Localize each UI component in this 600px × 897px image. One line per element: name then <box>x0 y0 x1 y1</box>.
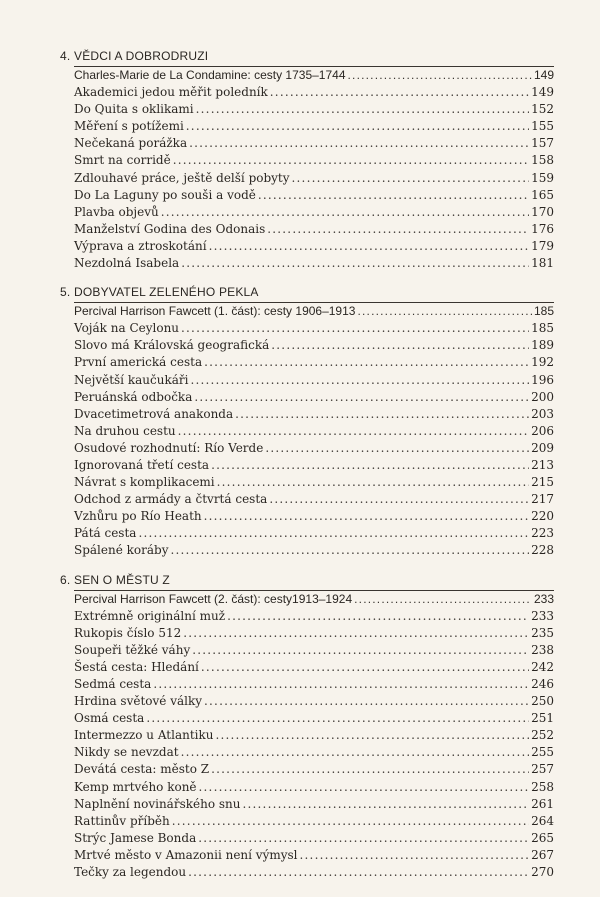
toc-entry[interactable] <box>74 796 554 813</box>
dot-leader <box>204 508 529 525</box>
dot-leader <box>209 238 530 255</box>
entry-title: Měření s potížemi <box>74 119 184 134</box>
toc-entry[interactable] <box>74 389 554 406</box>
page-number: 155 <box>531 119 554 134</box>
toc-entry[interactable] <box>74 423 554 440</box>
page-number: 165 <box>531 187 554 202</box>
page-number: 181 <box>531 256 554 271</box>
toc-entry[interactable] <box>74 440 554 457</box>
entry-title: Plavba objevů <box>74 204 159 219</box>
page-number: 200 <box>531 389 554 404</box>
toc-entry[interactable] <box>74 170 554 187</box>
dot-leader <box>235 406 529 423</box>
page-number: 250 <box>531 694 554 709</box>
entry-title: Výprava a ztroskotání <box>74 238 207 253</box>
toc-entry[interactable] <box>74 813 554 830</box>
page-number: 206 <box>531 423 554 438</box>
toc-entry[interactable] <box>74 525 554 542</box>
toc-entry[interactable] <box>74 187 554 204</box>
dot-leader <box>270 84 529 101</box>
entry-title: Percival Harrison Fawcett (1. část): cesty 1906–1913 <box>74 304 356 319</box>
toc-entry[interactable] <box>74 238 554 255</box>
dot-leader <box>265 440 529 457</box>
toc-entry[interactable] <box>74 337 554 354</box>
chapter-heading <box>60 283 554 302</box>
page-number: 213 <box>531 457 554 472</box>
dot-leader <box>269 491 529 508</box>
dot-leader <box>172 813 529 830</box>
entry-title: Manželství Godina des Odonais <box>74 221 266 236</box>
page-number: 267 <box>531 847 554 862</box>
dot-leader <box>300 847 530 864</box>
toc-entry[interactable] <box>74 744 554 761</box>
entry-title: Extrémně originální muž <box>74 608 226 623</box>
entry-title: Odchod z armády a čtvrtá cesta <box>74 492 268 507</box>
toc-entry[interactable] <box>74 659 554 676</box>
chapter-number: 4. <box>60 49 71 63</box>
page-number: 255 <box>531 745 554 760</box>
entry-title: Intermezzo u Atlantiku <box>74 728 214 743</box>
chapter-subject-row[interactable] <box>74 302 554 320</box>
toc-entry[interactable] <box>74 491 554 508</box>
dot-leader <box>194 389 529 406</box>
dot-leader <box>183 625 529 642</box>
page-number: 270 <box>531 865 554 880</box>
dot-leader <box>258 187 529 204</box>
page-number: 238 <box>531 642 554 657</box>
dot-leader <box>348 67 532 84</box>
chapter-title: DOBYVATEL ZELENÉHO PEKLA <box>74 285 259 300</box>
toc-entry[interactable] <box>74 372 554 389</box>
dot-leader <box>271 337 529 354</box>
dot-leader <box>204 693 529 710</box>
dot-leader <box>192 642 529 659</box>
entry-title: Percival Harrison Fawcett (2. část): cesty1913–1924 <box>74 591 353 606</box>
page-number: 176 <box>531 221 554 236</box>
toc-entry[interactable] <box>74 676 554 693</box>
page-number: 192 <box>531 355 554 370</box>
toc-entry[interactable] <box>74 221 554 238</box>
page-number: 223 <box>531 526 554 541</box>
dot-leader <box>190 372 529 389</box>
page-number: 185 <box>533 304 554 319</box>
dot-leader <box>354 591 532 608</box>
entry-title: Zdlouhavé práce, ještě delší pobyty <box>74 170 290 185</box>
page-number: 179 <box>531 238 554 253</box>
page-number: 152 <box>531 102 554 117</box>
dot-leader <box>243 796 530 813</box>
toc-entry[interactable] <box>74 354 554 371</box>
entry-title: Naplnění novinářského snu <box>74 796 241 811</box>
dot-leader <box>211 457 529 474</box>
page-number: 170 <box>531 204 554 219</box>
entry-title: Osudové rozhodnutí: Río Verde <box>74 440 264 455</box>
entry-title: Rukopis číslo 512 <box>74 625 182 640</box>
page-number: 215 <box>531 475 554 490</box>
entry-title: Nikdy se nevzdat <box>74 745 179 760</box>
entry-title: Pátá cesta <box>74 526 137 541</box>
chapter-subject-row[interactable] <box>74 66 554 84</box>
toc-entry[interactable] <box>74 406 554 423</box>
entry-title: Nezdolná Isabela <box>74 256 180 271</box>
toc-entry[interactable] <box>74 474 554 491</box>
entry-title: Spálené koráby <box>74 543 169 558</box>
entry-title: Kemp mrtvého koně <box>74 779 197 794</box>
dot-leader <box>216 727 530 744</box>
page-number: 209 <box>531 440 554 455</box>
entry-title: Strýc Jamese Bonda <box>74 830 197 845</box>
toc-entry[interactable] <box>74 710 554 727</box>
toc-entry[interactable] <box>74 508 554 525</box>
entry-title: Do Quita s oklikami <box>74 102 194 117</box>
toc-entry[interactable] <box>74 779 554 796</box>
dot-leader <box>204 354 529 371</box>
toc-entry[interactable] <box>74 255 554 272</box>
dot-leader <box>181 255 529 272</box>
entry-title: Největší kaučukáři <box>74 372 189 387</box>
dot-leader <box>178 423 529 440</box>
entry-title: Do La Laguny po souši a vodě <box>74 187 256 202</box>
dot-leader <box>217 474 529 491</box>
entry-title: Smrt na corridě <box>74 153 171 168</box>
entry-title: Slovo má Královská geografická <box>74 338 270 353</box>
dot-leader <box>153 676 529 693</box>
entry-title: Peruánská odbočka <box>74 389 193 404</box>
page-number: 189 <box>531 338 554 353</box>
entry-title: Hrdina světové války <box>74 694 203 709</box>
entry-title: Návrat s komplikacemi <box>74 475 215 490</box>
dot-leader <box>188 864 529 881</box>
chapter-heading <box>60 571 554 590</box>
dot-leader <box>211 761 529 778</box>
page-number: 264 <box>531 813 554 828</box>
toc-entry[interactable] <box>74 118 554 135</box>
toc-entry[interactable] <box>74 693 554 710</box>
toc-entry[interactable] <box>74 830 554 847</box>
dot-leader <box>227 608 529 625</box>
page-number: 220 <box>531 509 554 524</box>
page-number: 149 <box>533 68 554 82</box>
entry-title: Charles-Marie de La Condamine: cesty 1735–1744 <box>74 68 346 82</box>
page-number: 233 <box>531 608 554 623</box>
entry-title: Akademici jedou měřit poledník <box>74 85 268 100</box>
dot-leader <box>138 525 529 542</box>
entry-title: Vzhůru po Río Heath <box>74 509 202 524</box>
page-number: 235 <box>531 625 554 640</box>
dot-leader <box>201 659 529 676</box>
toc-entry[interactable] <box>74 625 554 642</box>
page-number: 196 <box>531 372 554 387</box>
dot-leader <box>171 542 530 559</box>
toc-entry[interactable] <box>74 847 554 864</box>
page-number: 242 <box>531 659 554 674</box>
toc-entry[interactable] <box>74 101 554 118</box>
dot-leader <box>189 135 529 152</box>
chapter-title: VĚDCI A DOBRODRUZI <box>74 49 209 63</box>
entry-title: Voják na Ceylonu <box>74 321 180 336</box>
toc-entry[interactable] <box>74 864 554 881</box>
toc-entry[interactable] <box>74 642 554 659</box>
entry-title: Tečky za legendou <box>74 865 187 880</box>
entry-title: Rattinův příběh <box>74 813 170 828</box>
table-of-contents <box>60 47 554 892</box>
chapter-section <box>60 283 554 559</box>
toc-entry[interactable] <box>74 320 554 337</box>
page-number: 217 <box>531 492 554 507</box>
toc-entry[interactable] <box>74 542 554 559</box>
dot-leader <box>173 152 529 169</box>
page-number: 257 <box>531 762 554 777</box>
chapter-section <box>60 571 554 882</box>
dot-leader <box>199 779 530 796</box>
dot-leader <box>196 101 529 118</box>
chapter-title: SEN O MĚSTU Z <box>74 572 170 587</box>
toc-entry[interactable] <box>74 152 554 169</box>
page-number: 158 <box>531 153 554 168</box>
page-number: 228 <box>531 543 554 558</box>
page-number: 203 <box>531 406 554 421</box>
toc-entry[interactable] <box>74 84 554 101</box>
entry-title: První americká cesta <box>74 355 203 370</box>
chapter-section <box>60 47 554 272</box>
dot-leader <box>181 320 529 337</box>
toc-entry[interactable] <box>74 457 554 474</box>
toc-entry[interactable] <box>74 761 554 778</box>
page-number: 185 <box>531 321 554 336</box>
dot-leader <box>146 710 529 727</box>
entry-title: Na druhou cestu <box>74 423 176 438</box>
page-number: 159 <box>531 170 554 185</box>
dot-leader <box>186 118 529 135</box>
dot-leader <box>181 744 530 761</box>
page-number: 246 <box>531 677 554 691</box>
dot-leader <box>267 221 529 238</box>
dot-leader <box>292 170 530 187</box>
toc-entry[interactable] <box>74 135 554 152</box>
toc-entry[interactable] <box>74 608 554 625</box>
chapter-subject-row[interactable] <box>74 590 554 608</box>
page-number: 252 <box>531 728 554 743</box>
dot-leader <box>357 303 532 320</box>
page-number: 149 <box>531 85 554 100</box>
entry-title: Dvacetimetrová anakonda <box>74 406 234 421</box>
page-number: 251 <box>531 711 554 726</box>
chapter-heading <box>60 47 554 66</box>
entry-title: Osmá cesta <box>74 711 145 726</box>
entry-title: Ignorovaná třetí cesta <box>74 457 210 472</box>
toc-entry[interactable] <box>74 727 554 744</box>
dot-leader <box>161 204 529 221</box>
page-number: 157 <box>531 136 554 151</box>
entry-title: Šestá cesta: Hledání <box>74 659 199 674</box>
entry-title: Soupeři těžké váhy <box>74 642 191 657</box>
page-number: 265 <box>531 830 554 845</box>
entry-title: Sedmá cesta <box>74 677 152 691</box>
entry-title: Nečekaná porážka <box>74 136 188 151</box>
chapter-number: 5. <box>60 285 71 300</box>
entry-title: Devátá cesta: město Z <box>74 762 210 777</box>
toc-entry[interactable] <box>74 204 554 221</box>
entry-title: Mrtvé město v Amazonii není výmysl <box>74 847 298 862</box>
dot-leader <box>198 830 529 847</box>
page-number: 233 <box>533 591 554 606</box>
chapter-number: 6. <box>60 572 71 587</box>
page-number: 258 <box>531 779 554 794</box>
page-number: 261 <box>531 796 554 811</box>
